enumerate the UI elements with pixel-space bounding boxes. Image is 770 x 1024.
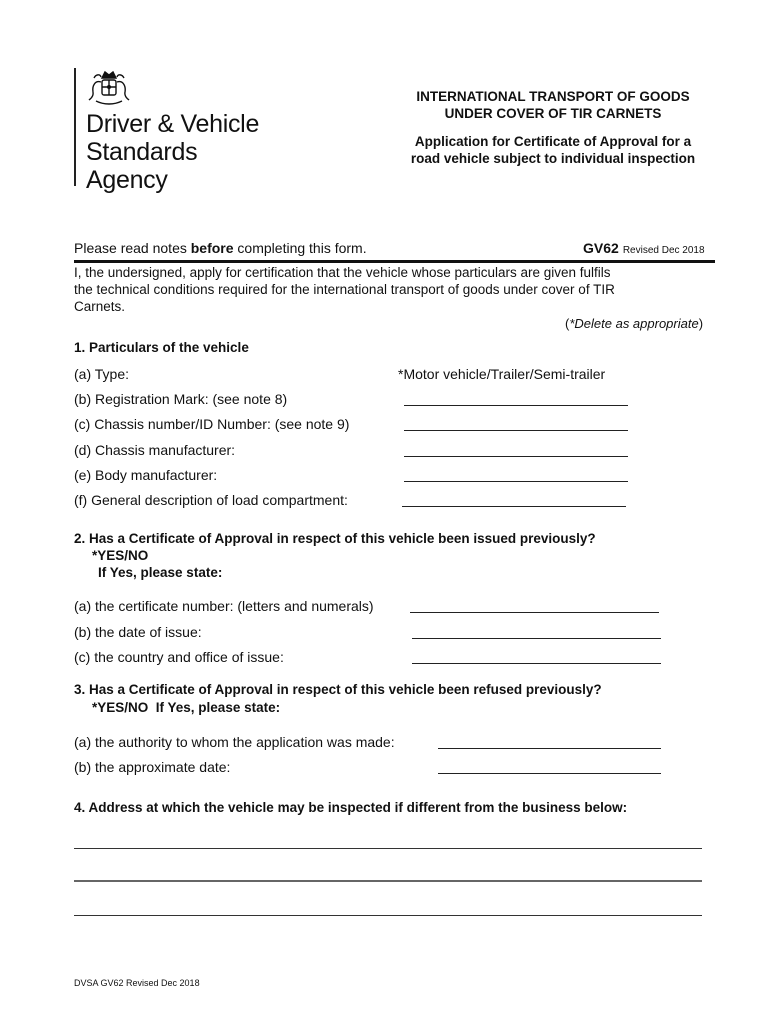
- address-line[interactable]: [74, 915, 702, 916]
- country-label: (c) the country and office of issue:: [74, 649, 284, 665]
- form-code: [583, 240, 705, 256]
- delete-note-close: ): [698, 316, 704, 331]
- form-subtitle-line: road vehicle subject to individual inspection: [410, 151, 696, 166]
- section2-yesno[interactable]: *YES/NO: [92, 548, 149, 563]
- form-code-text: GV62: [583, 240, 619, 256]
- form-subtitle: [388, 133, 718, 167]
- delete-note: [565, 316, 703, 331]
- form-title-line: UNDER COVER OF TIR CARNETS: [444, 106, 662, 121]
- section4-title: 4. Address at which the vehicle may be inspected if different from the business below:: [74, 800, 628, 815]
- form-title-line: INTERNATIONAL TRANSPORT OF GOODS: [416, 89, 690, 104]
- section3-title: 3. Has a Certificate of Approval in respect of this vehicle been refused previously?: [74, 682, 602, 697]
- manufacturer-field[interactable]: [404, 456, 628, 457]
- section2-title: 2. Has a Certificate of Approval in respect of this vehicle been issued previously?: [74, 531, 596, 546]
- type-label: (a) Type:: [74, 366, 129, 382]
- authority-field[interactable]: [438, 748, 661, 749]
- notes-bold: before: [190, 240, 234, 256]
- approx-date-field[interactable]: [438, 773, 661, 774]
- body-field[interactable]: [404, 481, 628, 482]
- intro-line: I, the undersigned, apply for certification that the vehicle whose particulars are given fulfils: [74, 265, 611, 280]
- issue-date-label: (b) the date of issue:: [74, 624, 202, 640]
- intro-line: the technical conditions required for the international transport of goods under cover of TIR: [74, 282, 615, 297]
- approx-date-label: (b) the approximate date:: [74, 759, 231, 775]
- footer-text: DVSA GV62 Revised Dec 2018: [74, 978, 200, 988]
- body-label: (e) Body manufacturer:: [74, 467, 218, 483]
- reg-label: (b) Registration Mark: (see note 8): [74, 391, 288, 407]
- notes-pre: Please read notes: [74, 240, 191, 256]
- address-line[interactable]: [74, 880, 702, 882]
- chassis-label: (c) Chassis number/ID Number: (see note 9): [74, 416, 350, 432]
- general-field[interactable]: [402, 506, 626, 507]
- manufacturer-label: (d) Chassis manufacturer:: [74, 442, 236, 458]
- header-rule: [74, 260, 715, 263]
- section2-state: If Yes, please state:: [98, 565, 223, 580]
- chassis-field[interactable]: [404, 430, 628, 431]
- notes-instruction: [74, 240, 367, 256]
- section3-yesno[interactable]: *YES/NO If Yes, please state:: [92, 700, 281, 715]
- agency-wordmark: [86, 110, 259, 194]
- address-line[interactable]: [74, 848, 702, 849]
- country-field[interactable]: [412, 663, 661, 664]
- reg-field[interactable]: [404, 405, 628, 406]
- intro-paragraph: [74, 264, 648, 316]
- authority-label: (a) the authority to whom the application was made:: [74, 734, 395, 750]
- logo-divider: [74, 68, 76, 186]
- agency-name-line: Standards: [86, 138, 198, 166]
- delete-note-open: (: [565, 316, 570, 331]
- form-title: [390, 88, 716, 122]
- cert-label: (a) the certificate number: (letters and numerals): [74, 598, 374, 614]
- delete-note-text: *Delete as appropriate: [569, 316, 699, 331]
- agency-name-line: Agency: [86, 166, 168, 194]
- general-label: (f) General description of load compartment:: [74, 492, 348, 508]
- agency-name-line: Driver & Vehicle: [86, 110, 260, 138]
- cert-field[interactable]: [410, 612, 659, 613]
- revised-date: Revised Dec 2018: [622, 245, 705, 256]
- issue-date-field[interactable]: [412, 638, 661, 639]
- form-subtitle-line: Application for Certificate of Approval for a: [414, 134, 692, 149]
- type-value[interactable]: *Motor vehicle/Trailer/Semi-trailer: [398, 366, 606, 382]
- section1-title: 1. Particulars of the vehicle: [74, 340, 249, 355]
- notes-post: completing this form.: [233, 240, 367, 256]
- intro-line: Carnets.: [74, 299, 126, 314]
- royal-crest-icon: [86, 68, 132, 108]
